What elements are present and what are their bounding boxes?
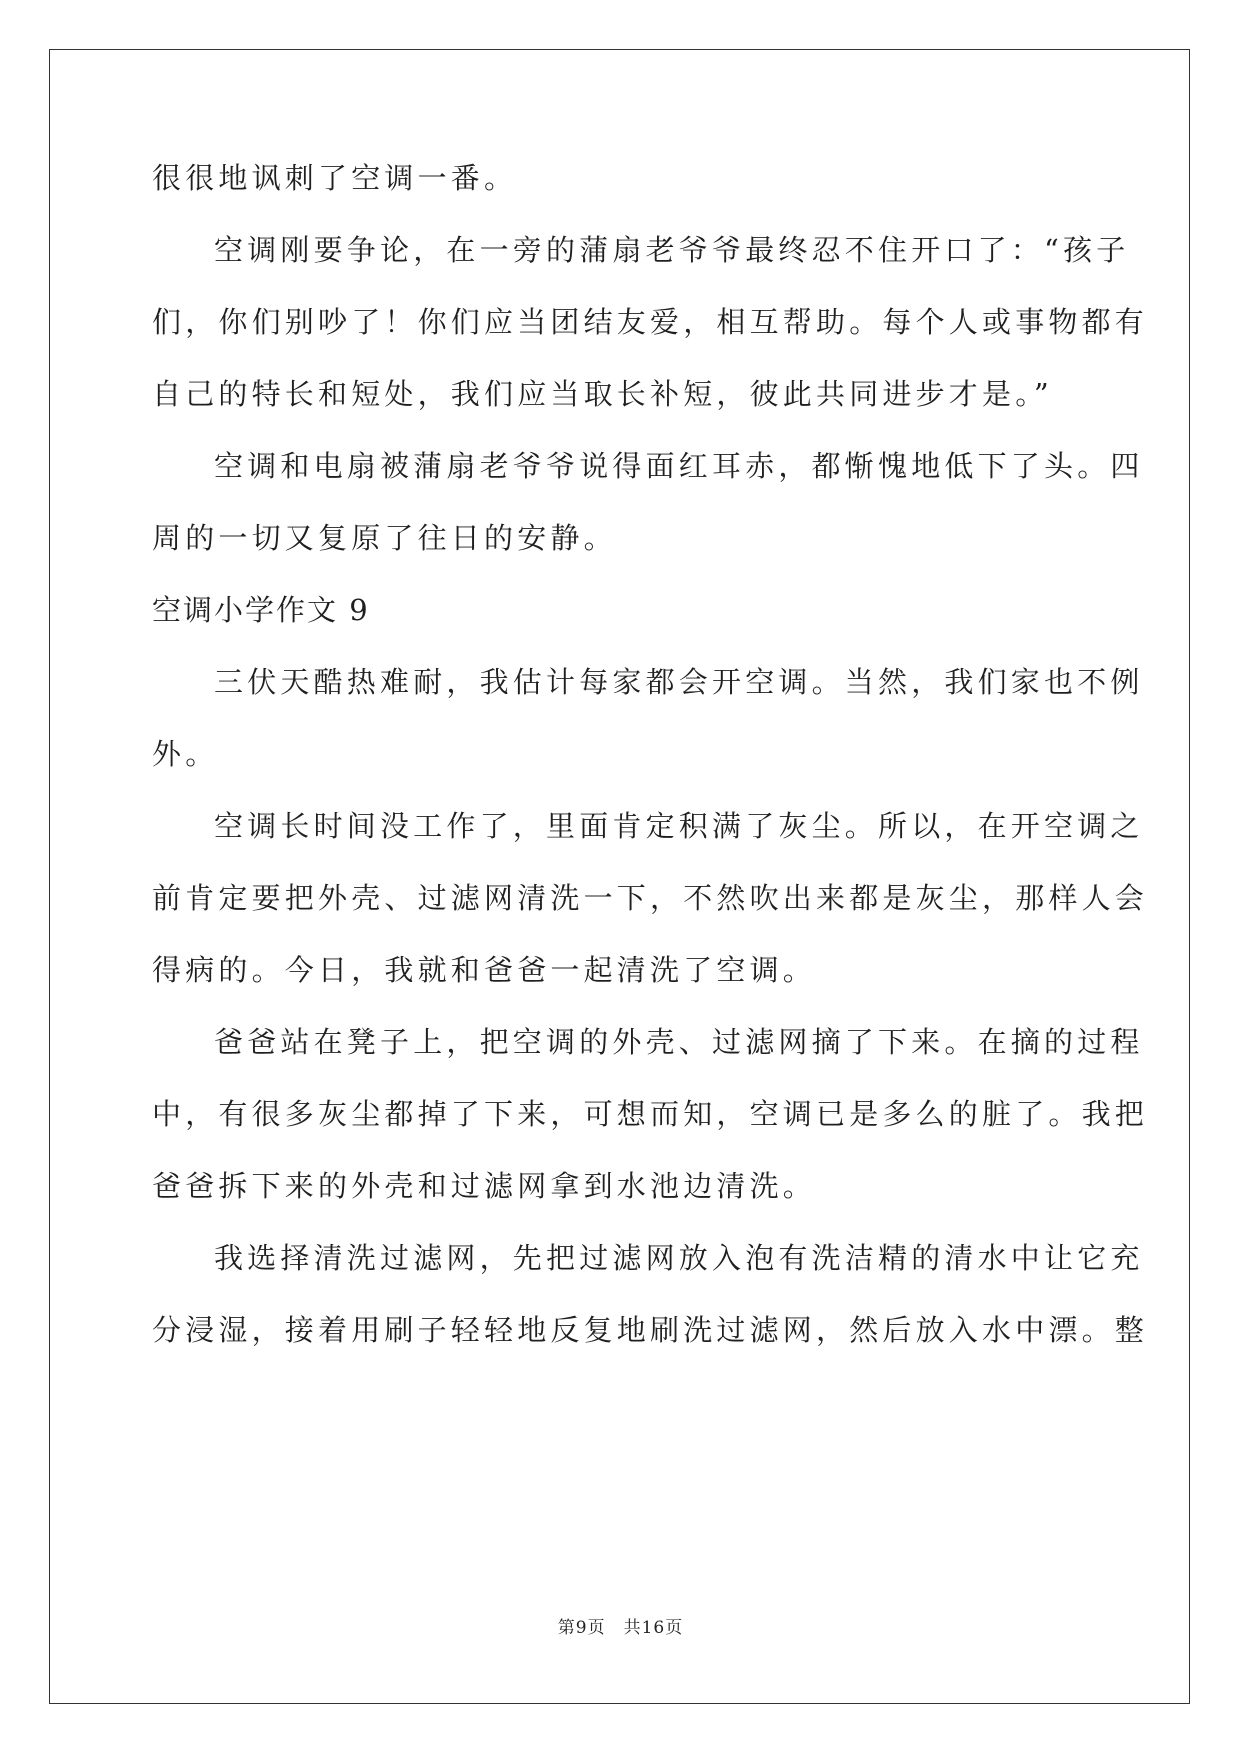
section-heading: 空调小学作文 9 — [152, 593, 370, 627]
text-line: 自己的特长和短处，我们应当取长补短，彼此共同进步才是。” — [152, 377, 1053, 411]
paragraph-line: 三伏天酷热难耐，我估计每家都会开空调。当然，我们家也不例 — [214, 665, 1144, 699]
text-line: 很很地讽刺了空调一番。 — [152, 161, 518, 195]
paragraph-line: 空调长时间没工作了，里面肯定积满了灰尘。所以，在开空调之 — [214, 809, 1144, 843]
paragraph-line: 空调和电扇被蒲扇老爷爷说得面红耳赤，都惭愧地低下了头。四 — [214, 449, 1144, 483]
text-line: 周的一切又复原了往日的安静。 — [152, 521, 617, 555]
text-line: 分浸湿，接着用刷子轻轻地反复地刷洗过滤网，然后放入水中漂。整 — [152, 1313, 1149, 1347]
text-line: 前肯定要把外壳、过滤网清洗一下，不然吹出来都是灰尘，那样人会 — [152, 881, 1149, 915]
paragraph-line: 爸爸站在凳子上，把空调的外壳、过滤网摘了下来。在摘的过程 — [214, 1025, 1144, 1059]
text-line: 得病的。今日，我就和爸爸一起清洗了空调。 — [152, 953, 817, 987]
paragraph-line: 空调刚要争论，在一旁的蒲扇老爷爷最终忍不住开口了：“孩子 — [214, 233, 1130, 267]
paragraph-line: 我选择清洗过滤网，先把过滤网放入泡有洗洁精的清水中让它充 — [214, 1241, 1144, 1275]
page-border — [49, 49, 1190, 1704]
page-number-footer: 第9页 共16页 — [557, 1618, 684, 1638]
text-line: 中，有很多灰尘都掉了下来，可想而知，空调已是多么的脏了。我把 — [152, 1097, 1149, 1131]
text-line: 爸爸拆下来的外壳和过滤网拿到水池边清洗。 — [152, 1169, 817, 1203]
text-line: 们，你们别吵了！你们应当团结友爱，相互帮助。每个人或事物都有 — [152, 305, 1149, 339]
text-line: 外。 — [152, 737, 219, 771]
